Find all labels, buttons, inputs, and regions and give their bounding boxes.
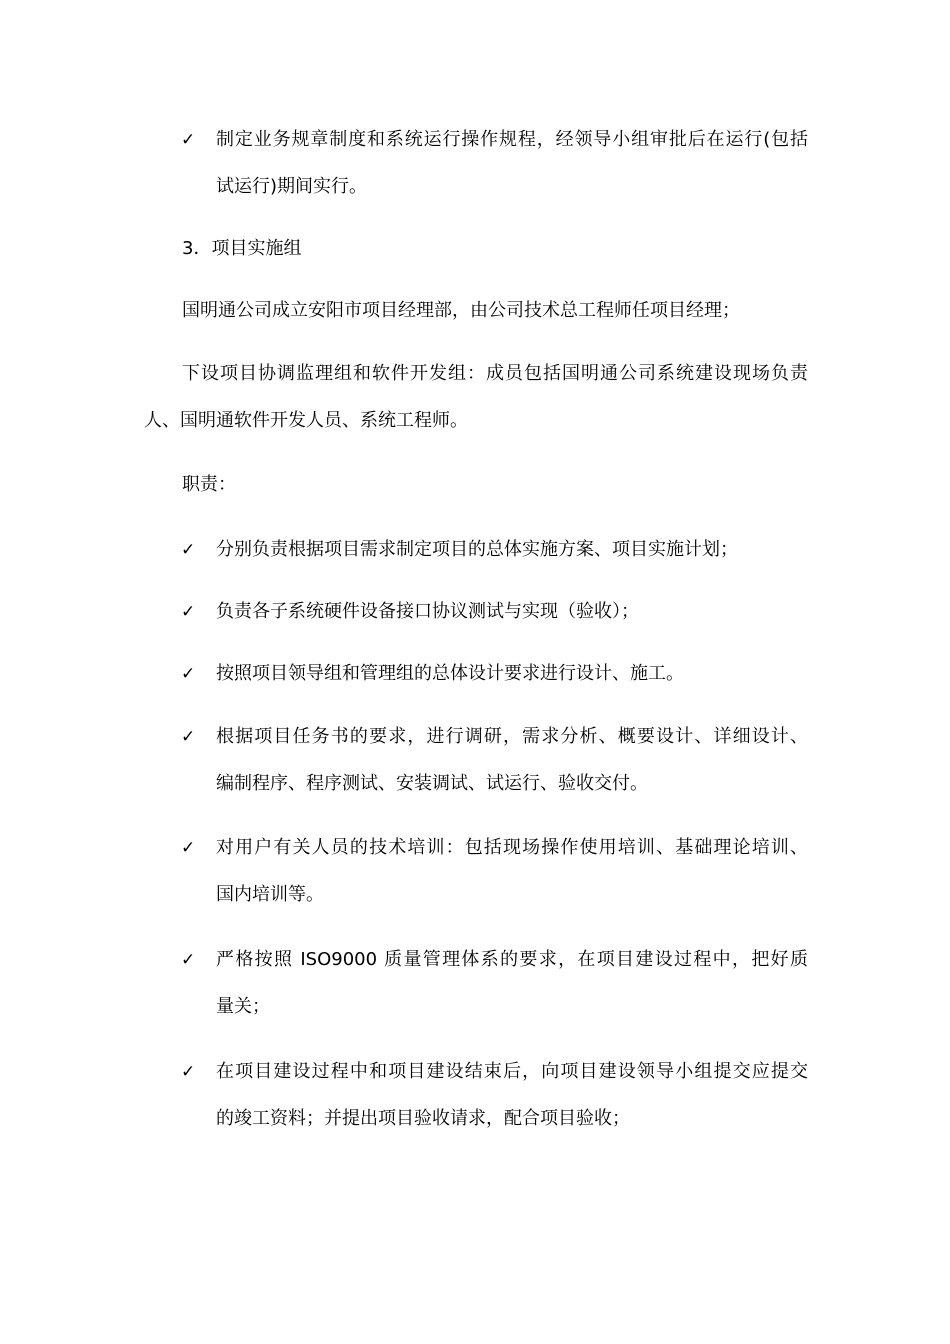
- checkmark-icon: ✓: [181, 130, 196, 150]
- checkmark-icon: ✓: [181, 950, 196, 970]
- checkmark-icon: ✓: [181, 727, 196, 747]
- bullet-1-line-1: 制定业务规章制度和系统运行操作规程，经领导小组审批后在运行(包括: [216, 129, 808, 150]
- duty-5-line-2: 国内培训等。: [216, 884, 324, 905]
- paragraph-1: 国明通公司成立安阳市项目经理部，由公司技术总工程师任项目经理；: [182, 300, 740, 321]
- checkmark-icon: ✓: [181, 540, 196, 560]
- checkmark-icon: ✓: [181, 602, 196, 622]
- duty-2-line-1: 负责各子系统硬件设备接口协议测试与实现（验收）；: [216, 601, 639, 622]
- checkmark-icon: ✓: [181, 664, 196, 684]
- duty-1-line-1: 分别负责根据项目需求制定项目的总体实施方案、项目实施计划；: [216, 539, 738, 560]
- paragraph-2-line-1: 下设项目协调监理组和软件开发组：成员包括国明通公司系统建设现场负责: [182, 363, 808, 384]
- duty-6-line-2: 量关；: [216, 996, 270, 1017]
- section-heading: 3．项目实施组: [182, 238, 302, 259]
- checkmark-icon: ✓: [181, 838, 196, 858]
- duty-3-line-1: 按照项目领导组和管理组的总体设计要求进行设计、施工。: [216, 663, 684, 684]
- duties-label: 职责：: [182, 474, 236, 495]
- duty-7-line-1: 在项目建设过程中和项目建设结束后，向项目建设领导小组提交应提交: [216, 1061, 808, 1082]
- duty-7-line-2: 的竣工资料；并提出项目验收请求，配合项目验收；: [216, 1108, 630, 1129]
- bullet-1-line-2: 试运行)期间实行。: [216, 176, 368, 197]
- duty-5-line-1: 对用户有关人员的技术培训：包括现场操作使用培训、基础理论培训、: [216, 837, 808, 858]
- duty-6-line-1: 严格按照 ISO9000 质量管理体系的要求，在项目建设过程中，把好质: [216, 949, 808, 970]
- duty-4-line-1: 根据项目任务书的要求，进行调研，需求分析、概要设计、详细设计、: [216, 726, 808, 747]
- duty-4-line-2: 编制程序、程序测试、安装调试、试运行、验收交付。: [216, 773, 648, 794]
- paragraph-2-line-2: 人、国明通软件开发人员、系统工程师。: [144, 410, 468, 431]
- checkmark-icon: ✓: [181, 1062, 196, 1082]
